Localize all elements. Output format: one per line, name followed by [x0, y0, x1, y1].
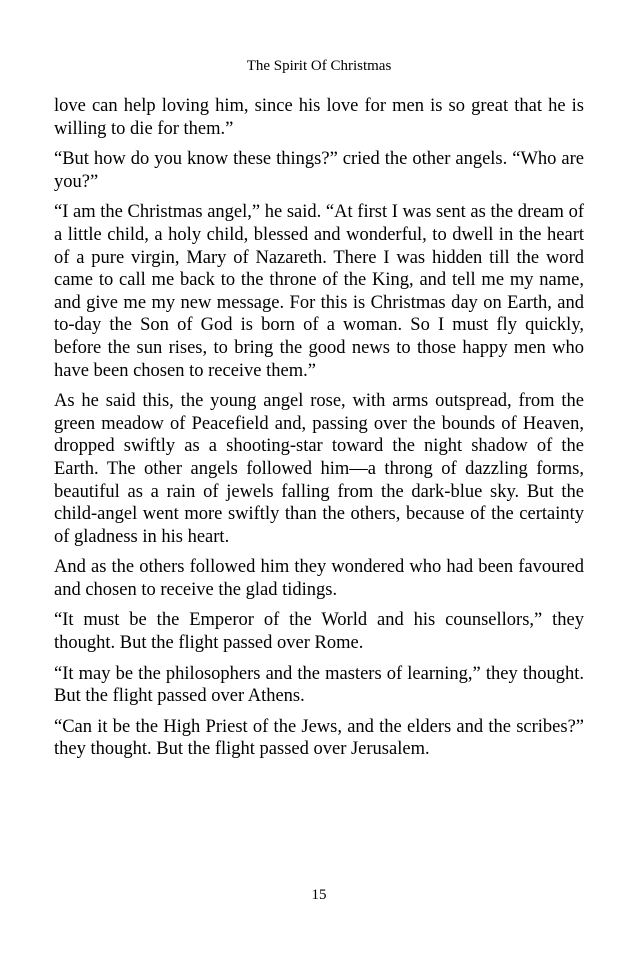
body-text	[54, 95, 584, 769]
paragraph: “I am the Christmas angel,” he said. “At first I was sent as the dream of a little child, a holy child, blessed and wonderful, to dwell in the heart of a pure virgin, Mary of Nazareth. There I was hidden till the word came to call me back to the throne of the King, and tell me my name, and give me my new message. For this is Christmas day on Earth, and to-day the Son of God is born of a woman. So I must fly quickly, before the sun rises, to bring the good news to those happy men who have been chosen to receive them.”	[54, 202, 584, 381]
paragraph: love can help loving him, since his love for men is so great that he is willing to die for them.”	[54, 96, 584, 139]
paragraph: “It must be the Emperor of the World and his counsellors,” they thought. But the flight passed over Rome.	[54, 610, 584, 654]
page-number: 15	[311, 887, 327, 903]
paragraph: And as the others followed him they wondered who had been favoured and chosen to receive the glad tidings.	[54, 557, 584, 600]
paragraph: “It may be the philosophers and the masters of learning,” they thought. But the flight passed over Athens.	[54, 663, 584, 707]
running-title: The Spirit Of Christmas	[246, 58, 392, 74]
paragraph: “Can it be the High Priest of the Jews, and the elders and the scribes?” they thought. But the flight passed over Jerusalem.	[54, 716, 584, 760]
paragraph: “But how do you know these things?” cried the other angels. “Who are you?”	[54, 149, 584, 192]
paragraph: As he said this, the young angel rose, with arms outspread, from the green meadow of Peacefield and, passing over the bounds of Heaven, dropped swiftly as a shooting-star toward the night shadow of the Earth. The other angels followed him—a throng of dazzling forms, beautiful as a rain of jewels falling from the dark-blue sky. But the child-angel went more swiftly than the others, because of the certainty of gladness in his heart.	[54, 391, 584, 547]
